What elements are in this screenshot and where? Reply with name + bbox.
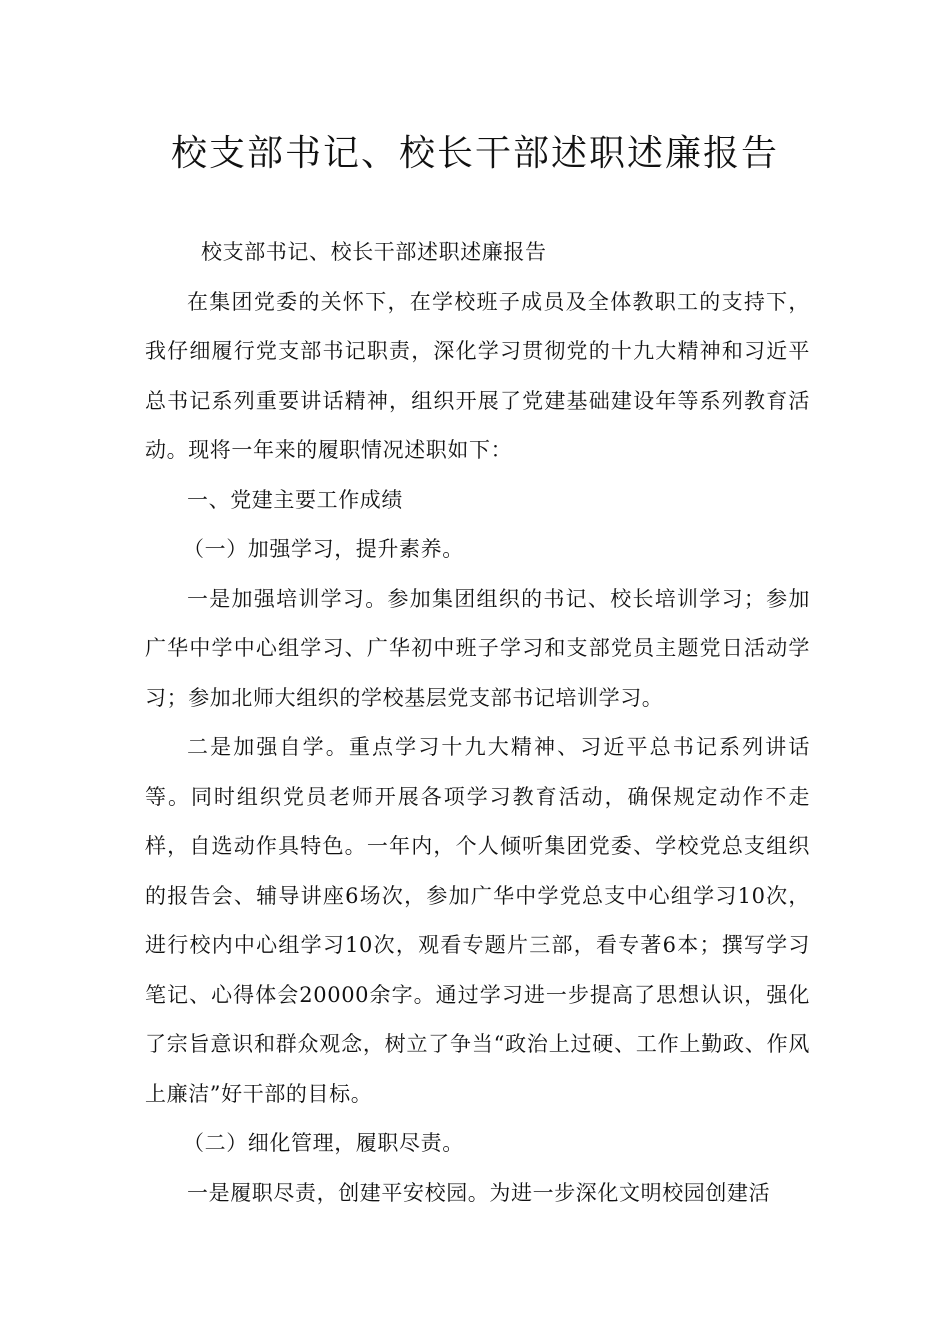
paragraph-training: 一是加强培训学习。参加集团组织的书记、校长培训学习；参加广华中学中心组学习、广华初中班子学习和支部党员主题党日活动学习；参加北师大组织的学校基层党支部书记培训学习。 [145, 586, 810, 710]
body-subtitle: 校支部书记、校长干部述职述廉报告 [201, 240, 547, 264]
subsection-heading-2: （二）细化管理，履职尽责。 [183, 1131, 464, 1155]
paragraph-safe-campus: 一是履职尽责，创建平安校园。为进一步深化文明校园创建活 [187, 1180, 771, 1205]
document-title: 校支部书记、校长干部述职述廉报告 [170, 133, 779, 174]
intro-paragraph: 在集团党委的关怀下，在学校班子成员及全体教职工的支持下，我仔细履行党支部书记职责，深化学习贯彻党的十九大精神和习近平总书记系列重要讲话精神，组织开展了党建基础建设年等系列教育活动。现将一年来的履职情况述职如下： [145, 289, 810, 462]
paragraph-self-study: 二是加强自学。重点学习十九大精神、习近平总书记系列讲话等。同时组织党员老师开展各项学习教育活动，确保规定动作不走样，自选动作具特色。一年内，个人倾听集团党委、学校党总支组织的报告会、辅导讲座6场次，参加广华中学党总支中心组学习10次，进行校内中心组学习10次，观看专题片三部，看专著6本；撰写学习笔记、心得体会20000余字。通过学习进一步提高了思想认识，强化了宗旨意识和群众观念，树立了争当“政治上过硬、工作上勤政、作风上廉洁”好干部的目标。 [145, 735, 810, 1106]
section-heading-1: 一、党建主要工作成绩 [187, 487, 403, 512]
subsection-heading-1: （一）加强学习，提升素养。 [183, 537, 464, 561]
document-body [145, 228, 810, 1218]
